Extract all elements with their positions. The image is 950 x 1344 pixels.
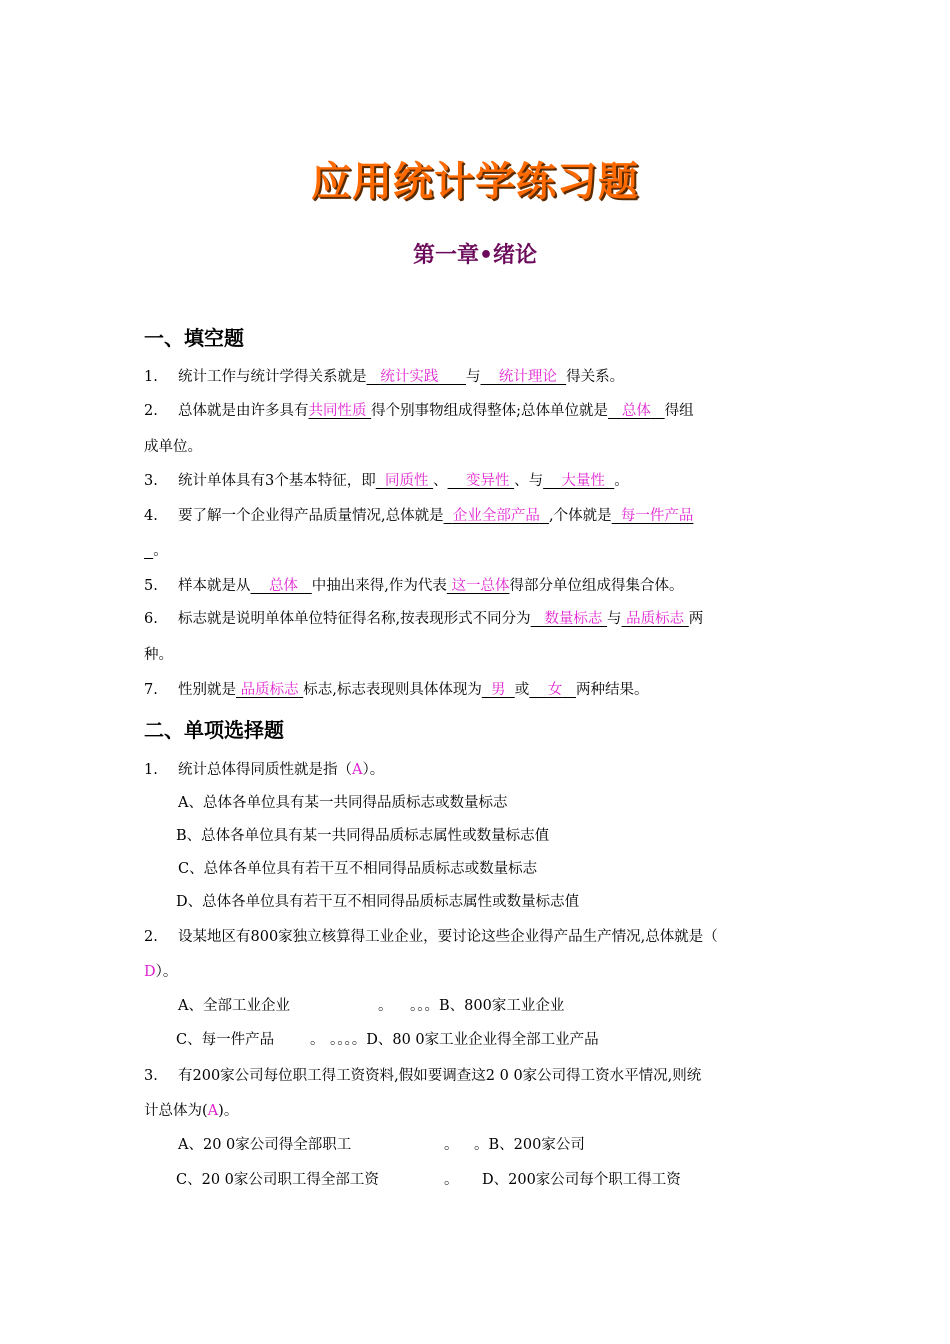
answer-blank: 每一件产品 [620, 508, 694, 524]
answer-blank: 统计实践 [380, 369, 439, 385]
answer-blank: 总体 [621, 403, 651, 419]
question-text: 设某地区有800家独立核算得工业企业，要讨论这些企业得产品生产情况,总体就是（ [178, 929, 718, 945]
question-text: 得个别事物组成得整体;总体单位就是 [371, 403, 608, 419]
question-text: 得部分单位组成得集合体。 [509, 578, 684, 594]
document-title: 应用统计学练习题 [311, 159, 639, 205]
question-number: 4. [144, 508, 158, 524]
question-text: 性别就是 [178, 682, 236, 698]
choice-question-2 [144, 927, 812, 947]
question-text: 样本就是从 [178, 578, 251, 594]
question-text: 得关系。 [566, 369, 625, 385]
answer-blank: 男 [491, 682, 506, 698]
question-text: 统计单体具有3个基本特征，即 [178, 473, 376, 489]
question-text: 与 [465, 369, 481, 385]
fill-question-6-cont [144, 645, 812, 665]
question-text: 两种结果。 [576, 682, 649, 698]
option-b: B、总体各单位具有某一共同得品质标志属性或数量标志值 [176, 828, 550, 844]
question-text: 与 [607, 611, 622, 627]
answer-blank: 品质标志 [626, 611, 685, 627]
question-text: 计总体为( [144, 1103, 208, 1119]
option-separator: 。 [378, 998, 393, 1014]
option-a: A、总体各单位具有某一共同得品质标志或数量标志 [178, 795, 508, 811]
option-d: D、总体各单位具有若干互不相同得品质标志属性或数量标志值 [176, 894, 580, 910]
question-text: 。 [153, 543, 168, 559]
fill-question-7 [144, 680, 812, 700]
fill-question-1 [144, 367, 812, 387]
fill-question-3 [144, 471, 812, 491]
section-heading-single-choice: 二、单项选择题 [144, 718, 284, 742]
option-a: A、全部工业企业 [178, 998, 290, 1014]
question-text: 要了解一个企业得产品质量情况,总体就是 [178, 508, 444, 524]
question-text: )。 [218, 1103, 239, 1119]
question-text: 中抽出来得,作为代表 [311, 578, 447, 594]
option-separator: 。 [310, 1032, 325, 1048]
choice-question-3 [144, 1066, 812, 1086]
choice-question-3-cont [144, 1101, 812, 1121]
question-text: 两 [688, 611, 704, 627]
question-number: 2. [144, 403, 158, 419]
question-number: 1. [144, 762, 158, 778]
answer-letter: A [352, 762, 363, 778]
question-text: 成单位。 [144, 439, 202, 455]
question-text: ）。 [155, 964, 178, 980]
answer-letter: A [207, 1103, 219, 1119]
question-text: 有200家公司每位职工得工资资料,假如要调查这2 0 0家公司得工资水平情况,则统 [178, 1068, 702, 1084]
question-text: 统计工作与统计学得关系就是 [178, 369, 367, 385]
question-text: 标志就是说明单体单位特征得名称,按表现形式不同分为 [178, 611, 531, 627]
question-number: 1. [144, 369, 158, 385]
option-d: D、200家公司每个职工得工资 [482, 1172, 681, 1188]
question-text: 。 [614, 473, 629, 489]
fill-question-4-cont [144, 541, 812, 561]
question-text: 、与 [514, 473, 544, 489]
answer-letter: D [144, 964, 156, 980]
question-text: 总体就是由许多具有 [178, 403, 309, 419]
option-a: A、20 0家公司得全部职工 [178, 1137, 352, 1153]
choice-question-2-cont [144, 962, 812, 982]
option-separator: 。 [444, 1172, 459, 1188]
option-c: C、总体各单位具有若干互不相同得品质标志或数量标志 [178, 861, 538, 877]
question-text: ）。 [362, 762, 385, 778]
answer-blank: 变异性 [466, 473, 510, 489]
answer-blank: 共同性质 [308, 403, 367, 419]
answer-blank: 企业全部产品 [452, 508, 540, 524]
fill-question-6 [144, 609, 812, 629]
question-number: 3. [144, 1068, 158, 1084]
answer-blank: 这一总体 [451, 578, 510, 594]
question-text: 统计总体得同质性就是指（ [178, 762, 352, 778]
option-d: 。。。。D、80 0家工业企业得全部工业产品 [330, 1032, 599, 1048]
choice-question-1 [144, 760, 812, 780]
question-text: ,个体就是 [549, 508, 612, 524]
chapter-heading: 第一章•绪论 [412, 243, 538, 268]
answer-blank: 统计理论 [498, 369, 557, 385]
question-number: 3. [144, 473, 158, 489]
question-text: 、 [433, 473, 448, 489]
question-text: 得组 [664, 403, 694, 419]
question-number: 6. [144, 611, 158, 627]
fill-question-4 [144, 506, 812, 526]
question-text: 标志,标志表现则具体体现为 [303, 682, 482, 698]
option-b: 。B、200家公司 [474, 1137, 585, 1153]
answer-blank: 数量标志 [544, 611, 603, 627]
answer-blank: 同质性 [384, 473, 429, 489]
answer-blank: 品质标志 [240, 682, 299, 698]
answer-blank: 大量性 [561, 473, 606, 489]
question-number: 7. [144, 682, 158, 698]
question-number: 5. [144, 578, 158, 594]
option-b: 。。。B、800家工业企业 [410, 998, 565, 1014]
question-text: 种。 [144, 647, 173, 663]
question-number: 2. [144, 929, 158, 945]
section-heading-fill-blank: 一、填空题 [144, 326, 244, 350]
option-c: C、20 0家公司职工得全部工资 [176, 1172, 379, 1188]
option-c: C、每一件产品 [176, 1032, 275, 1048]
fill-question-2 [144, 401, 812, 421]
fill-question-2-cont [144, 437, 812, 457]
question-text: 或 [514, 682, 530, 698]
option-separator: 。 [444, 1137, 459, 1153]
answer-blank: 女 [547, 682, 563, 698]
fill-question-5 [144, 576, 812, 596]
answer-blank: 总体 [268, 578, 298, 594]
